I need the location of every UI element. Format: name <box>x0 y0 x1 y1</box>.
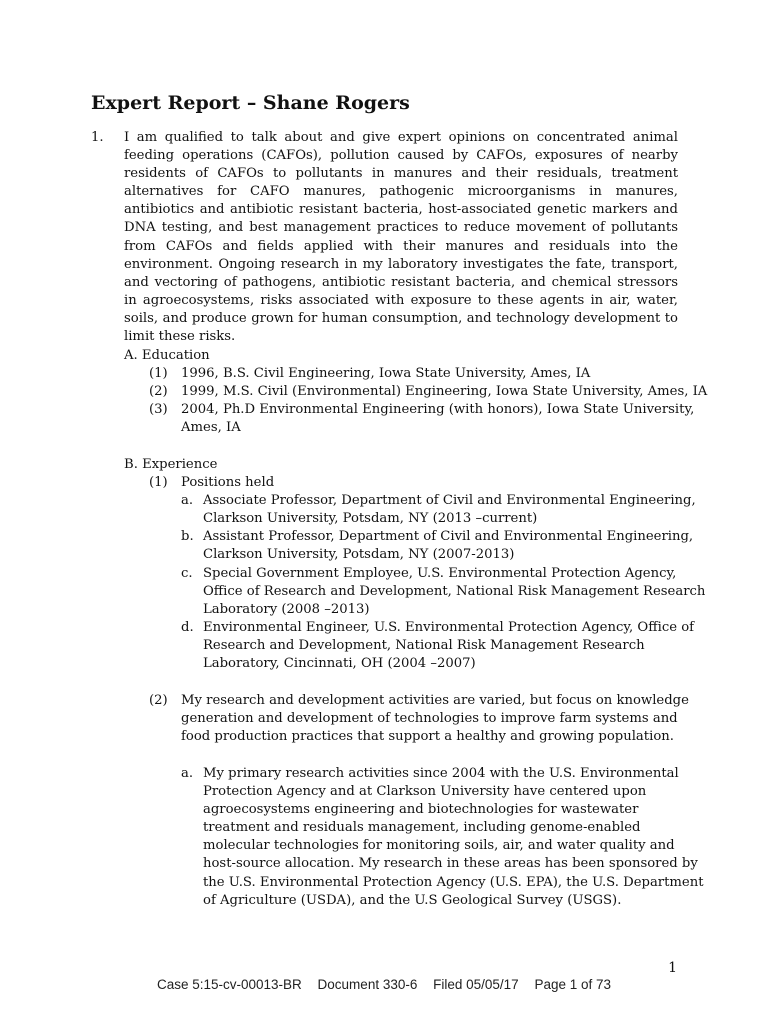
page-title: Expert Report – Shane Rogers <box>91 92 410 114</box>
research-sub-line: agroecosystems engineering and biotechnologies for wastewater <box>203 802 639 817</box>
position-line: Special Government Employee, U.S. Environmental Protection Agency, <box>203 566 677 581</box>
education-item-text-continued: Ames, IA <box>181 420 241 435</box>
education-item-num: (2) <box>149 384 168 399</box>
position-line: Office of Research and Development, National Risk Management Research <box>203 584 706 599</box>
education-item-text: 1996, B.S. Civil Engineering, Iowa State University, Ames, IA <box>181 366 591 381</box>
paragraph-number: 1. <box>91 130 104 145</box>
research-line: food production practices that support a healthy and growing population. <box>181 729 674 744</box>
research-sub-line: treatment and residuals management, including genome-enabled <box>203 820 641 835</box>
position-letter: b. <box>181 529 194 544</box>
position-line: Laboratory, Cincinnati, OH (2004 –2007) <box>203 656 476 671</box>
footer-document: Document 330-6 <box>317 977 418 992</box>
position-letter: d. <box>181 620 194 635</box>
research-sub-line: host-source allocation. My research in these areas has been sponsored by <box>203 856 698 871</box>
research-line: My research and development activities are varied, but focus on knowledge <box>181 693 689 708</box>
position-line: Clarkson University, Potsdam, NY (2013 –current) <box>203 511 538 526</box>
education-item-num: (3) <box>149 402 168 417</box>
position-line: Associate Professor, Department of Civil and Environmental Engineering, <box>203 493 696 508</box>
experience-heading: B. Experience <box>124 457 218 472</box>
positions-num: (1) <box>149 475 168 490</box>
research-sub-line: of Agriculture (USDA), and the U.S Geological Survey (USGS). <box>203 893 622 908</box>
position-line: Clarkson University, Potsdam, NY (2007-2013) <box>203 547 515 562</box>
page-number: 1 <box>668 960 677 976</box>
education-item-text: 1999, M.S. Civil (Environmental) Engineering, Iowa State University, Ames, IA <box>181 384 708 399</box>
position-line: Assistant Professor, Department of Civil and Environmental Engineering, <box>203 529 694 544</box>
paragraph-body: I am qualified to talk about and give expert opinions on concentrated animal feeding operations (CAFOs), pollution caused by CAFOs, exposures of nearby residents of CAFOs to pollutants in manures and their residuals, treatment alternatives for CAFO manures, pathogenic microorganisms in manures, antibiotics and antibiotic resistant bacteria, host-associated genetic markers and DNA testing, and best management practices to reduce movement of pollutants from CAFOs and fields applied with their manures and residuals into the environment. Ongoing research in my laboratory investigates the fate, transport, and vectoring of pathogens, antibiotic resistant bacteria, and chemical stressors in agroecosystems, risks associated with exposure to these agents in air, water, soils, and produce grown for human consumption, and technology development to limit these risks. <box>124 130 678 345</box>
position-line: Research and Development, National Risk Management Research <box>203 638 645 653</box>
research-sub-line: the U.S. Environmental Protection Agency (U.S. EPA), the U.S. Department <box>203 875 704 890</box>
position-letter: c. <box>181 566 193 581</box>
position-letter: a. <box>181 493 194 508</box>
research-line: generation and development of technologies to improve farm systems and <box>181 711 678 726</box>
case-footer <box>0 977 768 992</box>
research-sub-line: My primary research activities since 2004 with the U.S. Environmental <box>203 766 679 781</box>
research-sub-line: Protection Agency and at Clarkson University have centered upon <box>203 784 647 799</box>
education-item-text: 2004, Ph.D Environmental Engineering (with honors), Iowa State University, <box>181 402 695 417</box>
research-sub-line: molecular technologies for monitoring soils, air, and water quality and <box>203 838 675 853</box>
footer-filed: Filed 05/05/17 <box>433 977 519 992</box>
paragraph-1 <box>91 129 678 346</box>
position-line: Laboratory (2008 –2013) <box>203 602 370 617</box>
research-sub-letter: a. <box>181 766 194 781</box>
footer-page: Page 1 of 73 <box>534 977 612 992</box>
positions-label: Positions held <box>181 475 275 490</box>
footer-case: Case 5:15-cv-00013-BR <box>156 977 302 992</box>
education-item-num: (1) <box>149 366 168 381</box>
education-heading: A. Education <box>124 348 210 363</box>
position-line: Environmental Engineer, U.S. Environmental Protection Agency, Office of <box>203 620 695 635</box>
research-num: (2) <box>149 693 168 708</box>
